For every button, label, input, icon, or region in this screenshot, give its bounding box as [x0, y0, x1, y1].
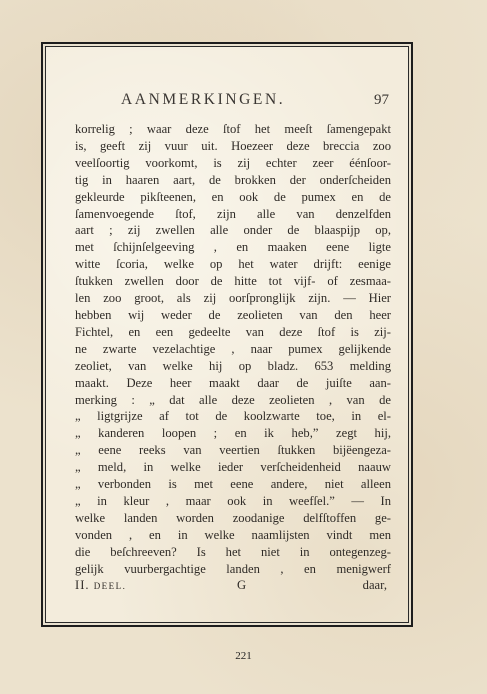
running-header	[75, 91, 391, 113]
scan-page-number: 221	[235, 650, 252, 662]
text-line: gekleurde pikſteenen, en ook de pumex en de	[75, 189, 391, 204]
text-line: korrelig ; waar deze ſtof het meeſt ſamengepakt	[75, 122, 391, 136]
text-line: merking : „ dat alle deze zeolieten , van de	[75, 392, 391, 407]
text-line: vonden , en in welke naamlijsten vindt men	[75, 527, 391, 542]
text-line: aart ; zij zwellen alle onder de blaaspijp op,	[75, 223, 391, 238]
signature-mark: G	[237, 578, 247, 593]
text-line: ſamenvoegende ſtof, zijn alle van denzelfden	[75, 206, 391, 221]
text-line: hebben wij weder de zeolieten van den heer	[75, 307, 391, 322]
text-line: met ſchijnſelgeeving , en maaken eene ligte	[75, 240, 391, 255]
text-line: len zoo groot, als zij oorſpronglijk zijn. — Hier	[75, 291, 391, 306]
text-line: „ eene reeks van veertien ſtukken bijëengeza-	[75, 443, 391, 458]
text-line: ſtukken zwellen door de hitte tot vijf- of zesmaa-	[75, 274, 391, 289]
text-line: „ verbonden is met eene andere, niet alleen	[75, 477, 391, 492]
text-line: „ meld, in welke ieder verſcheidenheid naauw	[75, 460, 391, 475]
text-line: veelſoortig voorkomt, is zij echter zeer éénſoor-	[75, 155, 391, 170]
book-page	[41, 42, 413, 627]
text-line: zeoliet, van welke hij op bladz. 653 melding	[75, 358, 391, 373]
text-line: gelijk vuurbergachtige landen , en menigwerf	[75, 561, 391, 576]
running-title: AANMERKINGEN.	[121, 91, 286, 108]
catchword: daar,	[362, 578, 387, 593]
text-line: „ kanderen loopen ; en ik heb,” zegt hij,	[75, 426, 391, 441]
volume-mark: II. DEEL.	[75, 578, 127, 593]
text-line: „ ligtgrijze af tot de koolzwarte toe, in el-	[75, 409, 391, 424]
page-number: 97	[374, 92, 389, 108]
body-text	[75, 121, 391, 577]
text-line: „ in kleur , maar ook in weefſel.” — In	[75, 493, 391, 508]
text-line: tig in haaren aart, de brokken der onderſcheiden	[75, 172, 391, 187]
page-content	[75, 91, 391, 596]
page-footer	[75, 578, 391, 596]
text-line: welke landen worden zoodanige delfſtoffen ge-	[75, 510, 391, 525]
text-line: ne zwarte vezelachtige , naar pumex gelijkende	[75, 341, 391, 356]
text-line: die beſchreeven? Is het niet in ontegenzeg-	[75, 544, 391, 559]
text-line: maakt. Deze heer maakt daar de juiſte aan-	[75, 375, 391, 390]
text-line: is, geeft zij vuur uit. Hoezeer deze breccia zoo	[75, 138, 391, 153]
text-line: witte ſcoria, welke op het water drijft: eenige	[75, 257, 391, 272]
text-line: Fichtel, en een gedeelte van deze ſtof is zij-	[75, 324, 391, 339]
